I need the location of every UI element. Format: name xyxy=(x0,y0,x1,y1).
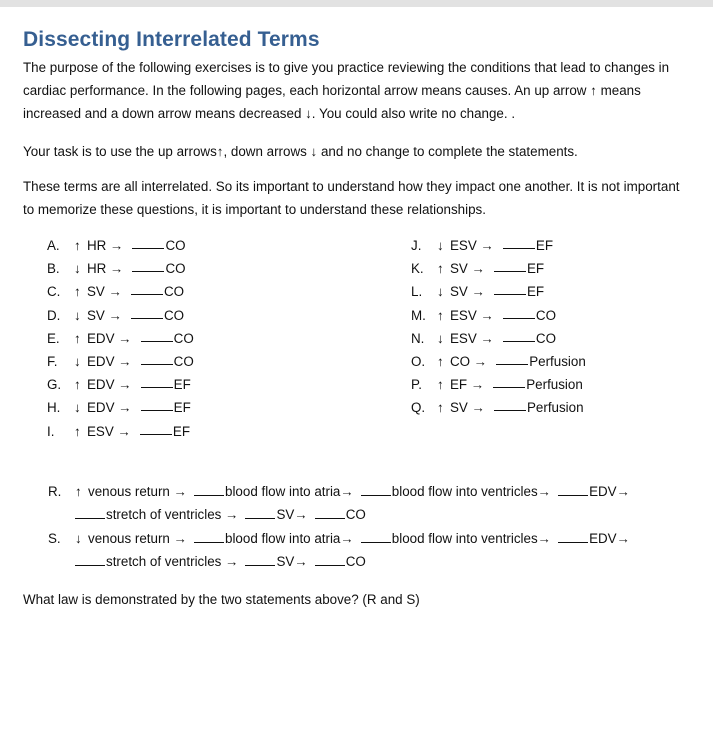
answer-blank[interactable] xyxy=(194,528,224,543)
exercise-item: M. ↑ ESV → CO xyxy=(411,304,586,327)
answer-blank[interactable] xyxy=(503,234,535,249)
answer-blank[interactable] xyxy=(141,350,173,365)
page-title: Dissecting Interrelated Terms xyxy=(23,28,320,51)
answer-blank[interactable] xyxy=(503,327,535,342)
document-page xyxy=(23,26,693,439)
answer-blank[interactable] xyxy=(494,280,526,295)
exercise-item: J. ↓ ESV → EF xyxy=(411,234,586,257)
answer-blank[interactable] xyxy=(141,373,173,388)
exercise-item: O. ↑ CO → Perfusion xyxy=(411,350,586,373)
down-arrow-icon: ↓ xyxy=(437,284,444,300)
up-arrow-icon: ↑ xyxy=(437,261,444,277)
exercise-item: P. ↑ EF → Perfusion xyxy=(411,373,586,396)
answer-blank[interactable] xyxy=(140,420,172,435)
up-arrow-icon: ↑ xyxy=(437,353,444,369)
exercise-item: D. ↓ SV → CO xyxy=(47,304,194,327)
exercise-list-left xyxy=(47,234,194,443)
answer-blank[interactable] xyxy=(315,551,345,566)
up-arrow-icon: ↑ xyxy=(74,238,81,253)
answer-blank[interactable] xyxy=(131,280,163,295)
exercise-item: F. ↓ EDV → CO xyxy=(47,350,194,373)
answer-blank[interactable] xyxy=(558,481,588,496)
answer-blank[interactable] xyxy=(141,396,173,411)
answer-blank[interactable] xyxy=(361,528,391,543)
down-arrow-icon: ↓ xyxy=(74,400,81,416)
down-arrow-icon: ↓ xyxy=(437,238,444,253)
exercise-item: H. ↓ EDV → EF xyxy=(47,396,194,419)
up-arrow-icon: ↑ xyxy=(437,377,444,393)
answer-blank[interactable] xyxy=(245,504,275,519)
exercise-item: E. ↑ EDV → CO xyxy=(47,327,194,350)
law-question: What law is demonstrated by the two statements above? (R and S) xyxy=(23,592,420,607)
chain-exercises xyxy=(23,480,693,573)
exercise-columns xyxy=(23,234,693,439)
down-arrow-icon: ↓ xyxy=(74,261,81,277)
answer-blank[interactable] xyxy=(503,304,535,319)
exercise-item: A. ↑ HR → CO xyxy=(47,234,194,257)
answer-blank[interactable] xyxy=(245,551,275,566)
top-bar xyxy=(0,0,713,7)
answer-blank[interactable] xyxy=(494,396,526,411)
answer-blank[interactable] xyxy=(194,481,224,496)
up-arrow-icon: ↑ xyxy=(437,400,444,416)
down-arrow-icon: ↓ xyxy=(74,353,81,369)
answer-blank[interactable] xyxy=(361,481,391,496)
answer-blank[interactable] xyxy=(141,327,173,342)
up-arrow-icon: ↑ xyxy=(74,284,81,300)
intro-paragraph: The purpose of the following exercises is to give you practice reviewing the conditions that lead to changes in cardiac performance. In the following pages, each horizontal arrow means causes. An up arrow ↑ means increased and a down arrow means decreased ↓. You could also write no change. . xyxy=(23,60,670,121)
up-arrow-icon: ↑ xyxy=(74,423,81,439)
task-paragraph: Your task is to use the up arrows↑, down arrows ↓ and no change to complete the statements. xyxy=(23,144,578,159)
up-arrow-icon: ↑ xyxy=(437,307,444,323)
exercise-item: C. ↑ SV → CO xyxy=(47,280,194,303)
answer-blank[interactable] xyxy=(558,528,588,543)
exercise-item: N. ↓ ESV → CO xyxy=(411,327,586,350)
down-arrow-icon: ↓ xyxy=(75,530,82,546)
up-arrow-icon: ↑ xyxy=(74,377,81,393)
exercise-item: G. ↑ EDV → EF xyxy=(47,373,194,396)
answer-blank[interactable] xyxy=(315,504,345,519)
exercise-item: Q. ↑ SV → Perfusion xyxy=(411,396,586,419)
exercise-item: L. ↓ SV → EF xyxy=(411,280,586,303)
down-arrow-icon: ↓ xyxy=(437,330,444,346)
answer-blank[interactable] xyxy=(494,257,526,272)
answer-blank[interactable] xyxy=(132,257,164,272)
chain-item-s-line2: stretch of ventricles → SV→ CO xyxy=(23,550,693,573)
exercise-item: I. ↑ ESV → EF xyxy=(47,420,194,443)
down-arrow-icon: ↓ xyxy=(74,307,81,323)
exercise-item: K. ↑ SV → EF xyxy=(411,257,586,280)
chain-item-s-line1: S. ↓ venous return → blood flow into atria→ blood flow into ventricles→ EDV→ xyxy=(23,527,693,550)
interrelated-paragraph: These terms are all interrelated. So its important to understand how they impact one another. It is not important to memorize these questions, it is important to understand these relationships. xyxy=(23,179,680,217)
chain-item-r-line2: stretch of ventricles → SV→ CO xyxy=(23,503,693,526)
answer-blank[interactable] xyxy=(75,504,105,519)
answer-blank[interactable] xyxy=(132,234,164,249)
answer-blank[interactable] xyxy=(496,350,528,365)
chain-item-r-line1: R. ↑ venous return → blood flow into atria→ blood flow into ventricles→ EDV→ xyxy=(23,480,693,503)
exercise-item: B. ↓ HR → CO xyxy=(47,257,194,280)
answer-blank[interactable] xyxy=(493,373,525,388)
up-arrow-icon: ↑ xyxy=(75,484,82,499)
answer-blank[interactable] xyxy=(75,551,105,566)
up-arrow-icon: ↑ xyxy=(74,330,81,346)
answer-blank[interactable] xyxy=(131,304,163,319)
exercise-list-right xyxy=(411,234,586,420)
